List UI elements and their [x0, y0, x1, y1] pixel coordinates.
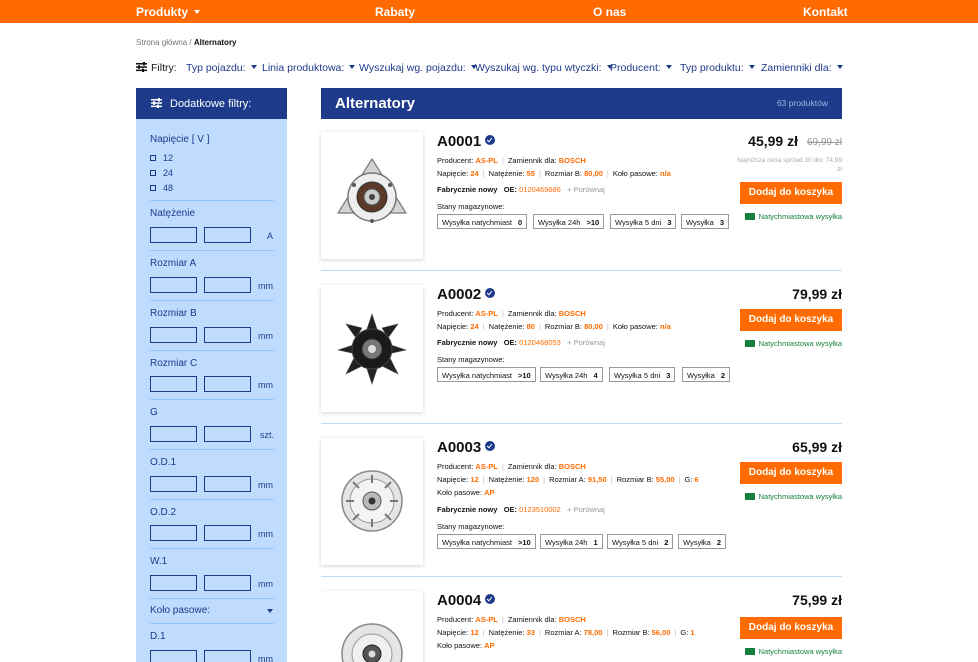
divider — [150, 300, 274, 301]
od1-max-input[interactable] — [204, 476, 251, 492]
range-label-od2: O.D.2 — [150, 507, 177, 518]
product-image[interactable] — [321, 285, 423, 412]
chevron-down-icon — [251, 65, 257, 69]
size-b-max-input[interactable] — [204, 327, 251, 343]
product-producer-line: Producent: AS-PL | Zamiennik dla: BOSCH — [437, 156, 586, 165]
nav-contact[interactable]: Kontakt — [803, 5, 848, 19]
product-specs: Napięcie: 24 | Natężenie: 55 | Rozmiar B: 80,00 | Koło pasowe: n/a — [437, 169, 671, 178]
verified-badge-icon — [485, 135, 495, 145]
verified-badge-icon — [485, 441, 495, 451]
oe-number-link[interactable]: 0123510002 — [519, 505, 561, 514]
d1-max-input[interactable] — [204, 650, 251, 662]
stock-badge: Wysyłka natychmiast 0 — [437, 214, 527, 229]
divider — [150, 399, 274, 400]
checkbox[interactable] — [150, 170, 156, 176]
size-c-min-input[interactable] — [150, 376, 197, 392]
breadcrumb-home[interactable]: Strona główna — [136, 38, 188, 47]
product-name[interactable]: A0002 — [437, 286, 495, 303]
shipping-info: Natychmiastowa wysyłka — [745, 647, 842, 656]
product-image[interactable] — [321, 132, 423, 259]
d1-min-input[interactable] — [150, 650, 197, 662]
additional-filters-header — [136, 88, 287, 119]
unit-label: mm — [258, 331, 273, 341]
stock-badge: Wysyłka 5 dni 2 — [607, 534, 673, 549]
lowest-price-note: Najniższa cena sprzed 30 dni: 74,99 zł — [737, 157, 842, 173]
product-price: 79,99 zł — [792, 286, 842, 302]
g-max-input[interactable] — [204, 426, 251, 442]
alternator-image — [332, 461, 412, 541]
nav-discounts[interactable]: Rabaty — [375, 5, 416, 19]
chevron-down-icon — [194, 10, 200, 14]
od1-min-input[interactable] — [150, 476, 197, 492]
size-a-min-input[interactable] — [150, 277, 197, 293]
product-oe-line: Fabrycznie nowy OE: 0123510002 + Porównaj — [437, 505, 605, 514]
checkbox[interactable] — [150, 185, 156, 191]
od2-max-input[interactable] — [204, 525, 251, 541]
nav-products[interactable]: Produkty — [136, 5, 200, 19]
divider — [150, 250, 274, 251]
filter-by-vehicle[interactable]: Wyszukaj wg. pojazdu: — [359, 62, 477, 74]
compare-link[interactable]: + Porównaj — [567, 185, 605, 194]
listing-title: Alternatory — [335, 95, 416, 112]
oe-number-link[interactable]: 0120468053 — [519, 338, 561, 347]
truck-icon — [745, 340, 755, 347]
filter-producer[interactable]: Producent: — [610, 62, 672, 74]
filter-sliders-icon — [136, 62, 147, 72]
product-specs-2: Koło pasowe: AP — [437, 641, 495, 650]
stock-badge: Wysyłka 24h >10 — [533, 214, 604, 229]
unit-label: szt. — [260, 430, 275, 440]
unit-label: mm — [258, 579, 273, 589]
w1-min-input[interactable] — [150, 575, 197, 591]
verified-badge-icon — [485, 594, 495, 604]
chevron-down-icon — [749, 65, 755, 69]
range-label-d1: D.1 — [150, 631, 166, 642]
stock-badge: Wysyłka 5 dni 3 — [609, 367, 675, 382]
divider — [150, 200, 274, 201]
range-label-g: G — [150, 407, 158, 418]
add-to-cart-button[interactable]: Dodaj do koszyka — [740, 462, 842, 484]
filters-label: Filtry: — [136, 62, 177, 74]
voltage-option-48[interactable]: 48 — [150, 183, 173, 193]
current-min-input[interactable] — [150, 227, 197, 243]
nav-about[interactable]: O nas — [593, 5, 627, 19]
filter-product-line[interactable]: Linia produktowa: — [262, 62, 355, 74]
product-old-price: 69,99 zł — [806, 137, 842, 148]
shipping-info: Natychmiastowa wysyłka — [745, 339, 842, 348]
range-label-w1: W.1 — [150, 556, 168, 567]
unit-label: A — [267, 231, 274, 241]
unit-label: mm — [258, 480, 273, 490]
unit-label: mm — [258, 380, 273, 390]
product-count: 63 produktów — [776, 98, 828, 108]
filter-by-plug-type[interactable]: Wyszukaj wg. typu wtyczki: — [475, 62, 613, 74]
g-min-input[interactable] — [150, 426, 197, 442]
stock-label: Stany magazynowe: — [437, 355, 505, 364]
product-card — [321, 425, 842, 577]
range-label-current: Natężenie — [150, 208, 196, 219]
additional-filters-panel — [136, 88, 287, 662]
product-specs: Napięcie: 24 | Natężenie: 80 | Rozmiar B: 80,00 | Koło pasowe: n/a — [437, 322, 671, 331]
product-name[interactable]: A0001 — [437, 133, 495, 150]
voltage-label: Napięcie [ V ] — [150, 134, 210, 145]
listing-header — [321, 88, 842, 119]
unit-label: mm — [258, 529, 273, 539]
stock-badge: Wysyłka 24h 1 — [540, 534, 603, 549]
alternator-image — [332, 155, 412, 235]
shipping-info: Natychmiastowa wysyłka — [745, 492, 842, 501]
divider — [150, 449, 274, 450]
stock-badge: Wysyłka 3 — [681, 214, 729, 229]
product-price: 45,99 zł — [748, 133, 798, 149]
range-label-size-a: Rozmiar A — [150, 258, 197, 269]
chevron-down-icon — [837, 65, 843, 69]
divider — [150, 598, 274, 599]
verified-badge-icon — [485, 288, 495, 298]
chevron-down-icon — [349, 65, 355, 69]
product-name[interactable]: A0003 — [437, 439, 495, 456]
product-price: 75,99 zł — [792, 592, 842, 608]
product-image[interactable] — [321, 438, 423, 565]
stock-label: Stany magazynowe: — [437, 522, 505, 531]
size-a-max-input[interactable] — [204, 277, 251, 293]
add-to-cart-button[interactable]: Dodaj do koszyka — [740, 617, 842, 639]
checkbox[interactable] — [150, 155, 156, 161]
divider — [150, 548, 274, 549]
filter-replacements[interactable]: Zamienniki dla: — [761, 62, 843, 74]
shipping-info: Natychmiastowa wysyłka — [745, 212, 842, 221]
oe-number-link[interactable]: 0120469686 — [519, 185, 561, 194]
current-max-input[interactable] — [204, 227, 251, 243]
product-name[interactable]: A0004 — [437, 592, 495, 609]
chevron-down-icon — [666, 65, 672, 69]
stock-badge: Wysyłka 5 dni 3 — [610, 214, 676, 229]
stock-badge: Wysyłka 2 — [678, 534, 726, 549]
alternator-image — [332, 308, 412, 388]
truck-icon — [745, 213, 755, 220]
alternator-image — [332, 614, 412, 662]
truck-icon — [745, 648, 755, 655]
range-label-size-c: Rozmiar C — [150, 358, 198, 369]
divider — [150, 623, 274, 624]
od2-min-input[interactable] — [150, 525, 197, 541]
add-to-cart-button[interactable]: Dodaj do koszyka — [740, 309, 842, 331]
truck-icon — [745, 493, 755, 500]
stock-badge: Wysyłka 24h 4 — [540, 367, 603, 382]
product-producer-line: Producent: AS-PL | Zamiennik dla: BOSCH — [437, 462, 586, 471]
chevron-down-icon — [267, 609, 273, 613]
size-b-min-input[interactable] — [150, 327, 197, 343]
breadcrumb: Strona główna / Alternatory — [136, 38, 237, 47]
filter-vehicle-type[interactable]: Typ pojazdu: — [186, 62, 257, 74]
stock-badge: Wysyłka 2 — [682, 367, 730, 382]
range-label-size-b: Rozmiar B — [150, 308, 197, 319]
product-oe-line: Fabrycznie nowy OE: 0120469686 + Porównaj — [437, 185, 605, 194]
voltage-option-24[interactable]: 24 — [150, 168, 173, 178]
additional-filters-title: Dodatkowe filtry: — [170, 98, 252, 110]
size-c-max-input[interactable] — [204, 376, 251, 392]
stock-label: Stany magazynowe: — [437, 202, 505, 211]
stock-badge: Wysyłka natychmiast >10 — [437, 534, 536, 549]
product-card — [321, 119, 842, 271]
breadcrumb-current: Alternatory — [193, 38, 237, 47]
product-card — [321, 272, 842, 424]
range-label-od1: O.D.1 — [150, 457, 177, 468]
compare-link[interactable]: + Porównaj — [567, 505, 605, 514]
filter-product-type[interactable]: Typ produktu: — [680, 62, 755, 74]
voltage-option-12[interactable]: 12 — [150, 153, 173, 163]
product-producer-line: Producent: AS-PL | Zamiennik dla: BOSCH — [437, 615, 586, 624]
add-to-cart-button[interactable]: Dodaj do koszyka — [740, 182, 842, 204]
product-producer-line: Producent: AS-PL | Zamiennik dla: BOSCH — [437, 309, 586, 318]
pulley-select[interactable]: Koło pasowe: — [150, 605, 211, 616]
top-navigation — [0, 0, 978, 23]
divider — [150, 350, 274, 351]
product-price: 65,99 zł — [792, 439, 842, 455]
unit-label: mm — [258, 654, 273, 662]
product-oe-line: Fabrycznie nowy OE: 0120468053 + Porównaj — [437, 338, 605, 347]
product-card — [321, 578, 842, 662]
compare-link[interactable]: + Porównaj — [567, 338, 605, 347]
stock-badge: Wysyłka natychmiast >10 — [437, 367, 536, 382]
divider — [150, 499, 274, 500]
product-specs-2: Koło pasowe: AP — [437, 488, 495, 497]
product-specs: Napięcie: 12 | Natężenie: 33 | Rozmiar A: 78,00 | Rozmiar B: 56,00 | G: 1 — [437, 628, 695, 637]
filter-sliders-icon — [151, 98, 162, 108]
product-image[interactable] — [321, 591, 423, 662]
w1-max-input[interactable] — [204, 575, 251, 591]
product-specs: Napięcie: 12 | Natężenie: 120 | Rozmiar A: 91,50 | Rozmiar B: 55,00 | G: 6 — [437, 475, 699, 484]
unit-label: mm — [258, 281, 273, 291]
